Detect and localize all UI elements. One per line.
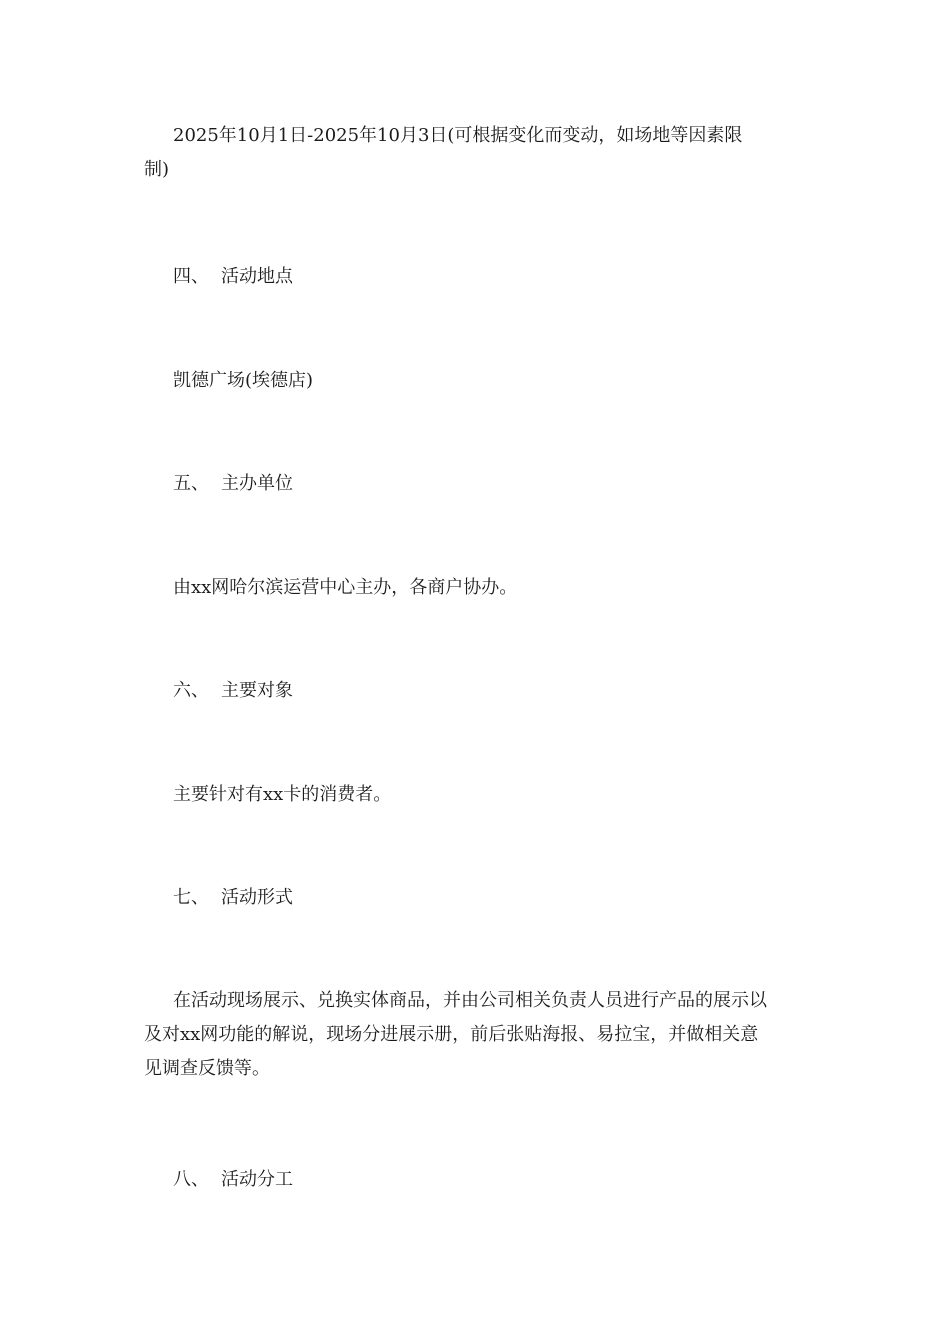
section-heading-5 xyxy=(173,467,293,501)
body-line-3: 见调查反馈等。 xyxy=(144,1058,270,1079)
section-number: 五、 xyxy=(173,473,209,494)
section-body-7 xyxy=(144,984,808,1086)
section-body-4: 凯德广场(埃德店) xyxy=(173,370,314,391)
section-heading-8 xyxy=(173,1163,293,1197)
section-number: 八、 xyxy=(173,1169,209,1190)
section-title: 主要对象 xyxy=(221,680,293,701)
body-line-1: 在活动现场展示、兑换实体商品，并由公司相关负责人员进行产品的展示以 xyxy=(173,990,767,1011)
section-heading-7 xyxy=(173,881,293,915)
section-title: 主办单位 xyxy=(221,473,293,494)
date-paragraph xyxy=(144,119,808,187)
section-number: 四、 xyxy=(173,266,209,287)
date-line-1: 2025年10月1日-2025年10月3日(可根据变化而变动，如场地等因素限 xyxy=(173,125,743,146)
section-number: 六、 xyxy=(173,680,209,701)
date-line-2: 制) xyxy=(144,159,170,180)
section-title: 活动形式 xyxy=(221,887,293,908)
section-heading-4 xyxy=(173,260,293,294)
section-number: 七、 xyxy=(173,887,209,908)
section-body-6: 主要针对有xx卡的消费者。 xyxy=(173,784,392,805)
section-body-5: 由xx网哈尔滨运营中心主办，各商户协办。 xyxy=(173,577,518,598)
section-heading-6 xyxy=(173,674,293,708)
section-title: 活动分工 xyxy=(221,1169,293,1190)
section-title: 活动地点 xyxy=(221,266,293,287)
body-line-2: 及对xx网功能的解说，现场分进展示册，前后张贴海报、易拉宝，并做相关意 xyxy=(144,1024,759,1045)
